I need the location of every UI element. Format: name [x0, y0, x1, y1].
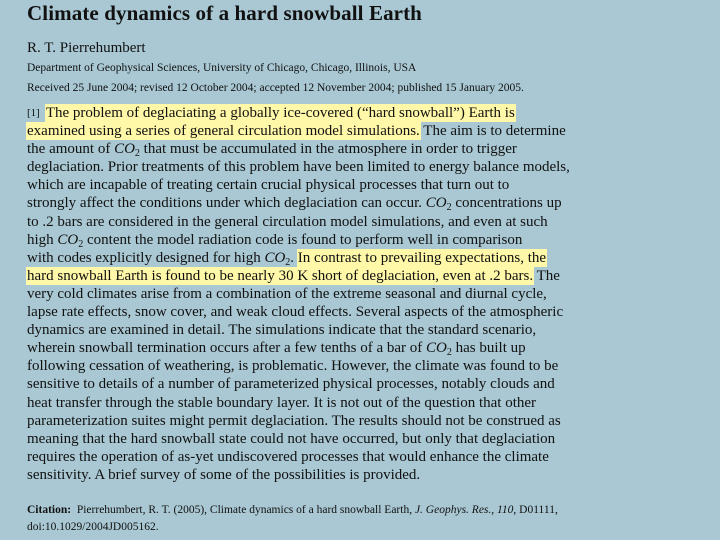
- abstract-line: examined using a series of general circulation model simulations. The aim is to determine: [27, 123, 566, 140]
- citation-doi: doi:10.1029/2004JD005162.: [27, 521, 159, 533]
- abstract-line: parameterization suites might permit deglaciation. The results should not be construed as: [27, 412, 561, 429]
- abstract-line: meaning that the hard snowball state could not have occurred, but only that deglaciation: [27, 430, 556, 447]
- abstract-line: to .2 bars are considered in the general circulation model simulations, and even at such: [27, 213, 548, 230]
- abstract-line: high $CO_2$ content the model radiation code is found to perform well in comparison: [27, 231, 523, 250]
- co2-formula: $CO_2$: [114, 141, 140, 160]
- abstract-line: hard snowball Earth is found to be nearly 30 K short of deglaciation, even at .2 bars. The: [27, 267, 560, 284]
- paper-title: Climate dynamics of a hard snowball Earth: [27, 1, 422, 25]
- abstract-line: sensitivity. A brief survey of some of the possibilities is provided.: [27, 466, 421, 483]
- abstract-line: requires the operation of as-yet undiscovered processes that would enhance the climate: [27, 448, 549, 465]
- highlighted-text: The problem of deglaciating a globally ice-covered (“hard snowball”) Earth is: [45, 105, 515, 121]
- abstract-line: [27, 104, 717, 122]
- abstract-line: dynamics are examined in detail. The simulations indicate that the standard scenario,: [27, 322, 537, 339]
- publication-dates: Received 25 June 2004; revised 12 October 2004; accepted 12 November 2004; published 15 January 2005.: [27, 82, 524, 94]
- abstract-line: deglaciation. Prior treatments of this problem have been limited to energy balance models,: [27, 159, 570, 176]
- abstract-line: heat transfer through the stable boundary layer. It is not out of the question that other: [27, 394, 537, 411]
- abstract-line: which are incapable of treating certain crucial physical processes that turn out to: [27, 177, 510, 194]
- highlighted-text: hard snowball Earth is found to be nearly 30 K short of deglaciation, even at .2 bars.: [27, 267, 534, 284]
- author-name: R. T. Pierrehumbert: [27, 40, 146, 56]
- abstract-line: lapse rate effects, snow cover, and weak cloud effects. Several aspects of the atmospheric: [27, 304, 564, 321]
- author-affiliation: Department of Geophysical Sciences, University of Chicago, Chicago, Illinois, USA: [27, 62, 417, 74]
- abstract-line: with codes explicitly designed for high $CO_2$. In contrast to prevailing expectations, the: [27, 249, 547, 268]
- co2-formula: $CO_2$: [57, 231, 84, 250]
- co2-formula: $CO_2$: [426, 340, 452, 359]
- abstract-line: sensitive to details of a number of parameterized physical processes, notably clouds and: [27, 376, 555, 393]
- abstract-line: following cessation of weathering, is problematic. However, the climate was found to be: [27, 358, 559, 375]
- abstract-line: very cold climates arise from a combination of the extreme seasonal and diurnal cycle,: [27, 285, 547, 302]
- citation: Citation: Pierrehumbert, R. T. (2005), Climate dynamics of a hard snowball Earth, J. Geophys. Res., 110, D01111, doi:10.1029/2004JD005162.: [27, 502, 717, 536]
- abstract-line: the amount of $CO_2$ that must be accumulated in the atmosphere in order to trigger: [27, 141, 517, 160]
- paragraph-number: [1]: [27, 107, 40, 119]
- citation-label: Citation:: [27, 504, 72, 516]
- abstract-line: wherein snowball termination occurs after a few tenths of a bar of $CO_2$ has built up: [27, 340, 526, 359]
- highlighted-text: In contrast to prevailing expectations, the: [297, 249, 547, 266]
- highlighted-text: examined using a series of general circulation model simulations.: [27, 123, 420, 140]
- co2-formula: $CO_2$: [264, 249, 291, 268]
- abstract: [27, 104, 717, 484]
- abstract-line: strongly affect the conditions under which deglaciation can occur. $CO_2$ concentrations up: [27, 195, 562, 214]
- journal-name: J. Geophys. Res., 110: [414, 504, 514, 516]
- co2-formula: $CO_2$: [425, 195, 452, 214]
